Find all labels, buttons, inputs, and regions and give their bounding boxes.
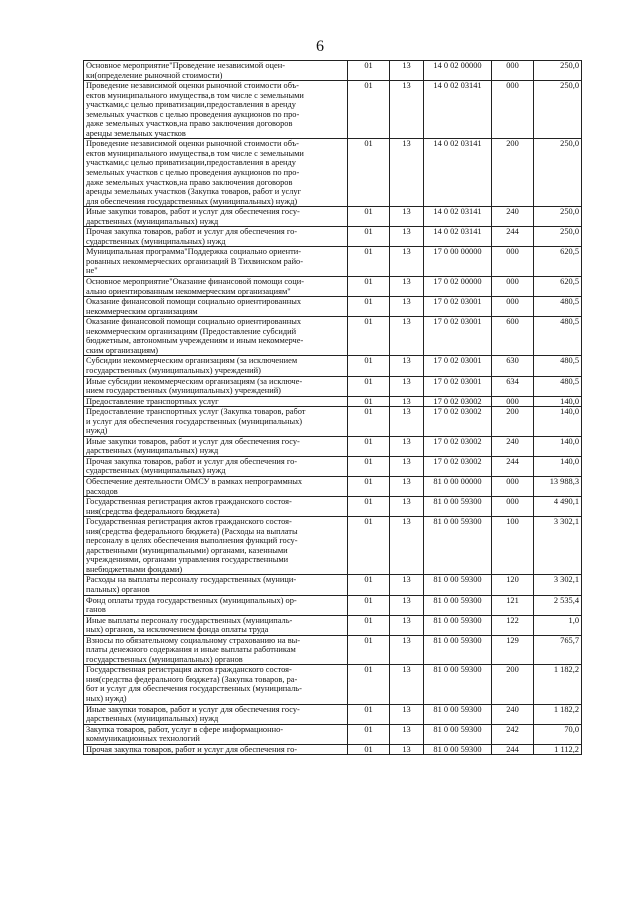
section-code: 01 <box>348 247 390 277</box>
subsection-code: 13 <box>390 456 424 476</box>
section-code: 01 <box>348 517 390 575</box>
row-description: Фонд оплаты труда государственных (муниципальных) ор- ганов <box>84 595 348 615</box>
table-row <box>84 744 582 755</box>
target-article-code: 17 0 02 03002 <box>424 396 492 407</box>
section-code: 01 <box>348 595 390 615</box>
amount-value: 250,0 <box>534 81 582 139</box>
table-row <box>84 396 582 407</box>
row-description: Предоставление транспортных услуг <box>84 396 348 407</box>
amount-value: 4 490,1 <box>534 497 582 517</box>
table-row <box>84 407 582 437</box>
section-code: 01 <box>348 207 390 227</box>
subsection-code: 13 <box>390 665 424 704</box>
subsection-code: 13 <box>390 704 424 724</box>
amount-value: 140,0 <box>534 456 582 476</box>
table-row <box>84 436 582 456</box>
subsection-code: 13 <box>390 277 424 297</box>
subsection-code: 13 <box>390 497 424 517</box>
expense-type-code: 129 <box>492 635 534 665</box>
subsection-code: 13 <box>390 407 424 437</box>
subsection-code: 13 <box>390 207 424 227</box>
target-article-code: 17 0 02 03002 <box>424 407 492 437</box>
expense-type-code: 244 <box>492 456 534 476</box>
table-row <box>84 356 582 376</box>
target-article-code: 14 0 02 03141 <box>424 207 492 227</box>
budget-table <box>83 60 582 755</box>
row-description: Иные выплаты персоналу государственных (муниципаль- ных) органов, за исключением фонда оплаты труда <box>84 615 348 635</box>
expense-type-code: 000 <box>492 247 534 277</box>
expense-type-code: 244 <box>492 227 534 247</box>
page-number: 6 <box>316 38 324 55</box>
section-code: 01 <box>348 575 390 595</box>
expense-type-code: 000 <box>492 297 534 317</box>
target-article-code: 81 0 00 59300 <box>424 595 492 615</box>
row-description: Оказание финансовой помощи социально ориентированных некоммерческим организациям <box>84 297 348 317</box>
amount-value: 480,5 <box>534 297 582 317</box>
amount-value: 480,5 <box>534 356 582 376</box>
target-article-code: 81 0 00 59300 <box>424 517 492 575</box>
section-code: 01 <box>348 407 390 437</box>
expense-type-code: 122 <box>492 615 534 635</box>
row-description: Субсидии некоммерческим организациям (за исключением государственных (муниципальных) учреждений) <box>84 356 348 376</box>
row-description: Государственная регистрация актов гражданского состоя- ния(средства федерального бюджета) <box>84 497 348 517</box>
subsection-code: 13 <box>390 317 424 356</box>
section-code: 01 <box>348 356 390 376</box>
section-code: 01 <box>348 376 390 396</box>
table-row <box>84 139 582 207</box>
target-article-code: 17 0 02 03001 <box>424 317 492 356</box>
subsection-code: 13 <box>390 227 424 247</box>
amount-value: 1,0 <box>534 615 582 635</box>
target-article-code: 81 0 00 59300 <box>424 665 492 704</box>
target-article-code: 81 0 00 59300 <box>424 744 492 755</box>
section-code: 01 <box>348 81 390 139</box>
table-row <box>84 595 582 615</box>
section-code: 01 <box>348 436 390 456</box>
target-article-code: 14 0 02 03141 <box>424 139 492 207</box>
table-row <box>84 227 582 247</box>
row-description: Прочая закупка товаров, работ и услуг для обеспечения го- сударственных (муниципальных) нужд <box>84 456 348 476</box>
expense-type-code: 120 <box>492 575 534 595</box>
amount-value: 1 112,2 <box>534 744 582 755</box>
table-row <box>84 61 582 81</box>
table-row <box>84 476 582 496</box>
target-article-code: 81 0 00 59300 <box>424 635 492 665</box>
table-row <box>84 317 582 356</box>
subsection-code: 13 <box>390 139 424 207</box>
section-code: 01 <box>348 635 390 665</box>
expense-type-code: 242 <box>492 724 534 744</box>
expense-type-code: 000 <box>492 497 534 517</box>
section-code: 01 <box>348 497 390 517</box>
subsection-code: 13 <box>390 376 424 396</box>
subsection-code: 13 <box>390 476 424 496</box>
section-code: 01 <box>348 724 390 744</box>
subsection-code: 13 <box>390 744 424 755</box>
target-article-code: 17 0 02 03001 <box>424 376 492 396</box>
table-row <box>84 207 582 227</box>
target-article-code: 81 0 00 59300 <box>424 497 492 517</box>
amount-value: 3 302,1 <box>534 517 582 575</box>
section-code: 01 <box>348 744 390 755</box>
amount-value: 1 182,2 <box>534 704 582 724</box>
row-description: Взносы по обязательному социальному страхованию на вы- платы денежного содержания и иные выплаты работникам государственных (муниципальных) органов <box>84 635 348 665</box>
subsection-code: 13 <box>390 356 424 376</box>
amount-value: 250,0 <box>534 139 582 207</box>
amount-value: 250,0 <box>534 227 582 247</box>
target-article-code: 17 0 02 00000 <box>424 277 492 297</box>
section-code: 01 <box>348 665 390 704</box>
row-description: Прочая закупка товаров, работ и услуг для обеспечения го- <box>84 744 348 755</box>
section-code: 01 <box>348 297 390 317</box>
row-description: Закупка товаров, работ, услуг в сфере информационно- коммуникационных технологий <box>84 724 348 744</box>
row-description: Прочая закупка товаров, работ и услуг для обеспечения го- сударственных (муниципальных) нужд <box>84 227 348 247</box>
expense-type-code: 000 <box>492 81 534 139</box>
target-article-code: 81 0 00 59300 <box>424 704 492 724</box>
table-row <box>84 297 582 317</box>
table-row <box>84 497 582 517</box>
table-row <box>84 575 582 595</box>
target-article-code: 17 0 02 03001 <box>424 297 492 317</box>
row-description: Иные закупки товаров, работ и услуг для обеспечения госу- дарственных (муниципальных) нужд <box>84 436 348 456</box>
expense-type-code: 240 <box>492 207 534 227</box>
table-row <box>84 456 582 476</box>
expense-type-code: 630 <box>492 356 534 376</box>
target-article-code: 17 0 02 03001 <box>424 356 492 376</box>
table-row <box>84 81 582 139</box>
target-article-code: 14 0 02 03141 <box>424 227 492 247</box>
subsection-code: 13 <box>390 575 424 595</box>
section-code: 01 <box>348 704 390 724</box>
amount-value: 70,0 <box>534 724 582 744</box>
section-code: 01 <box>348 476 390 496</box>
row-description: Проведение независимой оценки рыночной стоимости объ- ектов муниципального имущества,в том числе с земельными участками,с целью приватизации,предоставления в аренду земельных участков с целью проведения аукционов по про- даже земельных участков,на право заключения договоров аренды земельных участков <box>84 81 348 139</box>
target-article-code: 14 0 02 00000 <box>424 61 492 81</box>
expense-type-code: 000 <box>492 277 534 297</box>
amount-value: 765,7 <box>534 635 582 665</box>
section-code: 01 <box>348 227 390 247</box>
row-description: Проведение независимой оценки рыночной стоимости объ- ектов муниципального имущества,в том числе с земельными участками,с целью приватизации,предоставления в аренду земельных участков с целью проведения аукционов по про- даже земельных участков,на право заключения договоров аренды земельных участков (Закупка товаров, работ и услуг для обеспечения государственных (муниципальных) нужд) <box>84 139 348 207</box>
amount-value: 250,0 <box>534 207 582 227</box>
subsection-code: 13 <box>390 517 424 575</box>
expense-type-code: 200 <box>492 139 534 207</box>
row-description: Основное мероприятие"Оказание финансовой помощи соци- ально ориентированным некоммерческим организациям" <box>84 277 348 297</box>
table-row <box>84 724 582 744</box>
subsection-code: 13 <box>390 436 424 456</box>
table-row <box>84 615 582 635</box>
expense-type-code: 200 <box>492 665 534 704</box>
amount-value: 140,0 <box>534 436 582 456</box>
subsection-code: 13 <box>390 247 424 277</box>
row-description: Государственная регистрация актов гражданского состоя- ния(средства федерального бюджета) (Расходы на выплаты персоналу в целях обеспечения выполнения функций госу- дарственными (муниципальными) органами, казенными учреждениями, органами управления государственными внебюджетными фондами) <box>84 517 348 575</box>
row-description: Основное мероприятие"Проведение независимой оцен- ки(определение рыночной стоимости) <box>84 61 348 81</box>
amount-value: 140,0 <box>534 407 582 437</box>
target-article-code: 17 0 02 03002 <box>424 436 492 456</box>
subsection-code: 13 <box>390 297 424 317</box>
expense-type-code: 240 <box>492 436 534 456</box>
expense-type-code: 244 <box>492 744 534 755</box>
section-code: 01 <box>348 396 390 407</box>
target-article-code: 81 0 00 59300 <box>424 724 492 744</box>
section-code: 01 <box>348 139 390 207</box>
row-description: Иные закупки товаров, работ и услуг для обеспечения госу- дарственных (муниципальных) нужд <box>84 704 348 724</box>
amount-value: 13 988,3 <box>534 476 582 496</box>
amount-value: 2 535,4 <box>534 595 582 615</box>
section-code: 01 <box>348 277 390 297</box>
subsection-code: 13 <box>390 615 424 635</box>
table-row <box>84 277 582 297</box>
subsection-code: 13 <box>390 595 424 615</box>
target-article-code: 81 0 00 00000 <box>424 476 492 496</box>
target-article-code: 81 0 00 59300 <box>424 575 492 595</box>
section-code: 01 <box>348 317 390 356</box>
row-description: Иные субсидии некоммерческим организациям (за исключе- нием государственных (муниципальных) учреждений) <box>84 376 348 396</box>
table-row <box>84 635 582 665</box>
section-code: 01 <box>348 61 390 81</box>
row-description: Расходы на выплаты персоналу государственных (муници- пальных) органов <box>84 575 348 595</box>
row-description: Иные закупки товаров, работ и услуг для обеспечения госу- дарственных (муниципальных) нужд <box>84 207 348 227</box>
amount-value: 620,5 <box>534 277 582 297</box>
row-description: Обеспечение деятельности ОМСУ в рамках непрограммных расходов <box>84 476 348 496</box>
expense-type-code: 200 <box>492 407 534 437</box>
expense-type-code: 000 <box>492 61 534 81</box>
expense-type-code: 000 <box>492 476 534 496</box>
expense-type-code: 634 <box>492 376 534 396</box>
expense-type-code: 121 <box>492 595 534 615</box>
target-article-code: 14 0 02 03141 <box>424 81 492 139</box>
section-code: 01 <box>348 456 390 476</box>
amount-value: 250,0 <box>534 61 582 81</box>
amount-value: 620,5 <box>534 247 582 277</box>
subsection-code: 13 <box>390 724 424 744</box>
amount-value: 1 182,2 <box>534 665 582 704</box>
target-article-code: 17 0 00 00000 <box>424 247 492 277</box>
row-description: Предоставление транспортных услуг (Закупка товаров, работ и услуг для обеспечения государственных (муниципальных) нужд) <box>84 407 348 437</box>
expense-type-code: 600 <box>492 317 534 356</box>
table-row <box>84 376 582 396</box>
section-code: 01 <box>348 615 390 635</box>
expense-type-code: 000 <box>492 396 534 407</box>
amount-value: 3 302,1 <box>534 575 582 595</box>
subsection-code: 13 <box>390 396 424 407</box>
target-article-code: 81 0 00 59300 <box>424 615 492 635</box>
amount-value: 140,0 <box>534 396 582 407</box>
table-row <box>84 704 582 724</box>
table-row <box>84 665 582 704</box>
amount-value: 480,5 <box>534 317 582 356</box>
target-article-code: 17 0 02 03002 <box>424 456 492 476</box>
table-row <box>84 517 582 575</box>
table-row <box>84 247 582 277</box>
row-description: Государственная регистрация актов гражданского состоя- ния(средства федерального бюджета) (Закупка товаров, ра- бот и услуг для обеспечения государственных (муниципаль- ных) нужд) <box>84 665 348 704</box>
subsection-code: 13 <box>390 61 424 81</box>
expense-type-code: 100 <box>492 517 534 575</box>
subsection-code: 13 <box>390 635 424 665</box>
row-description: Оказание финансовой помощи социально ориентированных некоммерческим организациям (Предоставление субсидий бюджетным, автономным учреждениям и иным некоммерче- ским организациям) <box>84 317 348 356</box>
subsection-code: 13 <box>390 81 424 139</box>
amount-value: 480,5 <box>534 376 582 396</box>
expense-type-code: 240 <box>492 704 534 724</box>
row-description: Муниципальная программа"Поддержка социально ориенти- рованных некоммерческих организаций В Тихвинском райо- не" <box>84 247 348 277</box>
